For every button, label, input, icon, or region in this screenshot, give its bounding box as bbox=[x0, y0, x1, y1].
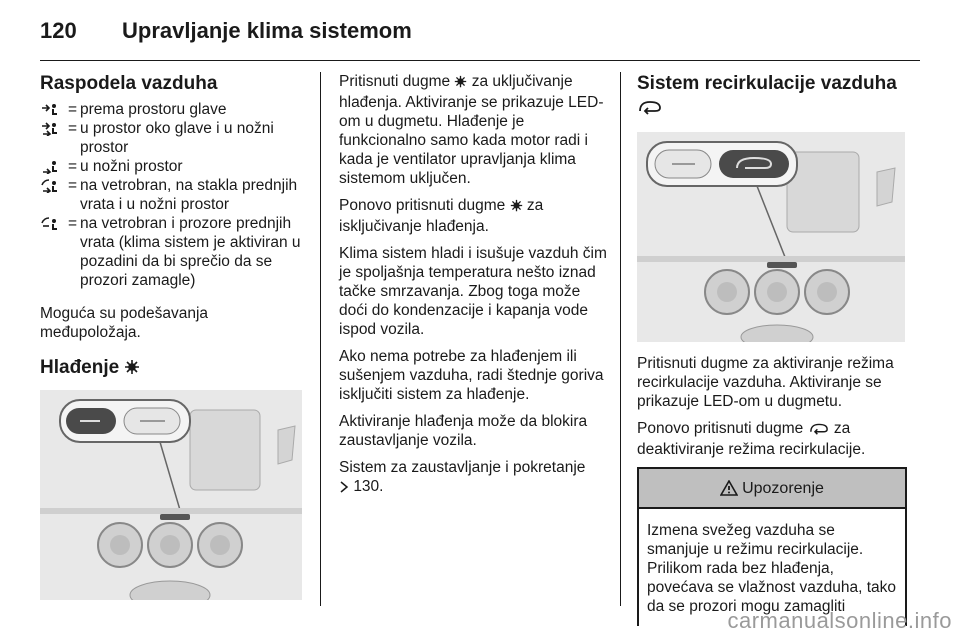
paragraph: Pritisnuti dugme za uključivanje hlađenja. Aktiviranje se prikazuje LED-om u dugmetu. Hlađenje je funkcionalno samo kada motor radi i kada je ventilator upravljanja klima sistemom uključen. bbox=[339, 73, 604, 187]
air-to-face-icon bbox=[40, 100, 68, 119]
header-rule bbox=[40, 60, 920, 61]
list-item: = prema prostoru glave bbox=[40, 100, 306, 119]
heading-air-distribution: Raspodela vazduha bbox=[40, 73, 218, 94]
warning-title: Upozorenje bbox=[742, 479, 824, 497]
page-header bbox=[40, 18, 920, 60]
warning-triangle-icon bbox=[720, 480, 738, 496]
list-item: = u prostor oko glave i u nožni prostor bbox=[40, 119, 306, 157]
distribution-list bbox=[40, 100, 306, 290]
page-number: 120 bbox=[40, 18, 77, 43]
intermediate-positions-text: Moguća su podešavanja međupoložaja. bbox=[40, 305, 209, 341]
paragraph: Sistem za zaustavljanje i pokretanje 130. bbox=[339, 458, 607, 498]
snowflake-icon bbox=[454, 74, 467, 93]
page-reference-icon bbox=[339, 479, 349, 498]
column-2 bbox=[339, 72, 607, 506]
column-divider bbox=[620, 72, 621, 606]
cooling-button-illustration bbox=[40, 390, 302, 600]
snowflake-icon bbox=[510, 198, 523, 217]
heading-cooling: Hlađenje bbox=[40, 356, 306, 382]
recirculation-icon bbox=[637, 98, 663, 122]
list-item: = u nožni prostor bbox=[40, 157, 306, 176]
air-to-windscreen-icon bbox=[40, 214, 68, 233]
heading-recirculation: Sistem recirkulacije vazduha bbox=[637, 72, 905, 122]
list-item: = na vetrobran, na stakla prednjih vrata i u nožni prostor bbox=[40, 176, 306, 214]
paragraph: Ponovo pritisnuti dugme za deaktiviranje režima recirkulacije. bbox=[637, 420, 866, 458]
page-title: Upravljanje klima sistemom bbox=[122, 18, 412, 43]
recirculation-button-illustration bbox=[637, 132, 905, 342]
paragraph: Ponovo pritisnuti dugme za isključivanje hlađenja. bbox=[339, 197, 544, 235]
page-reference-link[interactable]: 130. bbox=[353, 478, 384, 495]
list-item: = na vetrobran i prozore prednjih vrata (klima sistem je aktiviran u pozadini da bi sprečio da se prozori zamagle) bbox=[40, 214, 306, 290]
column-3 bbox=[637, 72, 905, 626]
air-to-face-and-feet-icon bbox=[40, 119, 68, 138]
air-to-windscreen-and-feet-icon bbox=[40, 176, 68, 195]
paragraph: Aktiviranje hlađenja može da blokira zaustavljanje vozila. bbox=[339, 413, 588, 449]
paragraph: Klima sistem hladi i isušuje vazduh čim je spoljašnja temperatura nešto iznad tačke smrzavanja. Zbog toga može doći do kondenzacije i kapanja vode ispod vozila. bbox=[339, 245, 607, 338]
warning-box bbox=[637, 467, 907, 626]
paragraph: Ako nema potrebe za hlađenjem ili sušenjem vazduha, radi štednje goriva isključiti sistem za hlađenje. bbox=[339, 348, 604, 403]
column-divider bbox=[320, 72, 321, 606]
watermark: carmanualsonline.info bbox=[727, 608, 952, 633]
recirculation-icon bbox=[808, 421, 830, 440]
air-to-feet-icon bbox=[40, 157, 68, 176]
warning-text: Izmena svežeg vazduha se smanjuje u režimu recirkulacije. Prilikom rada bez hlađenja, povećava se vlažnost vazduha, tako da se prozori mogu zamagliti bbox=[647, 522, 897, 615]
column-1 bbox=[40, 72, 306, 600]
paragraph: Pritisnuti dugme za aktiviranje režima recirkulacije vazduha. Aktiviranje se prikazuje LED-om u dugmetu. bbox=[637, 355, 894, 410]
snowflake-icon bbox=[124, 358, 140, 382]
warning-header bbox=[639, 469, 905, 509]
